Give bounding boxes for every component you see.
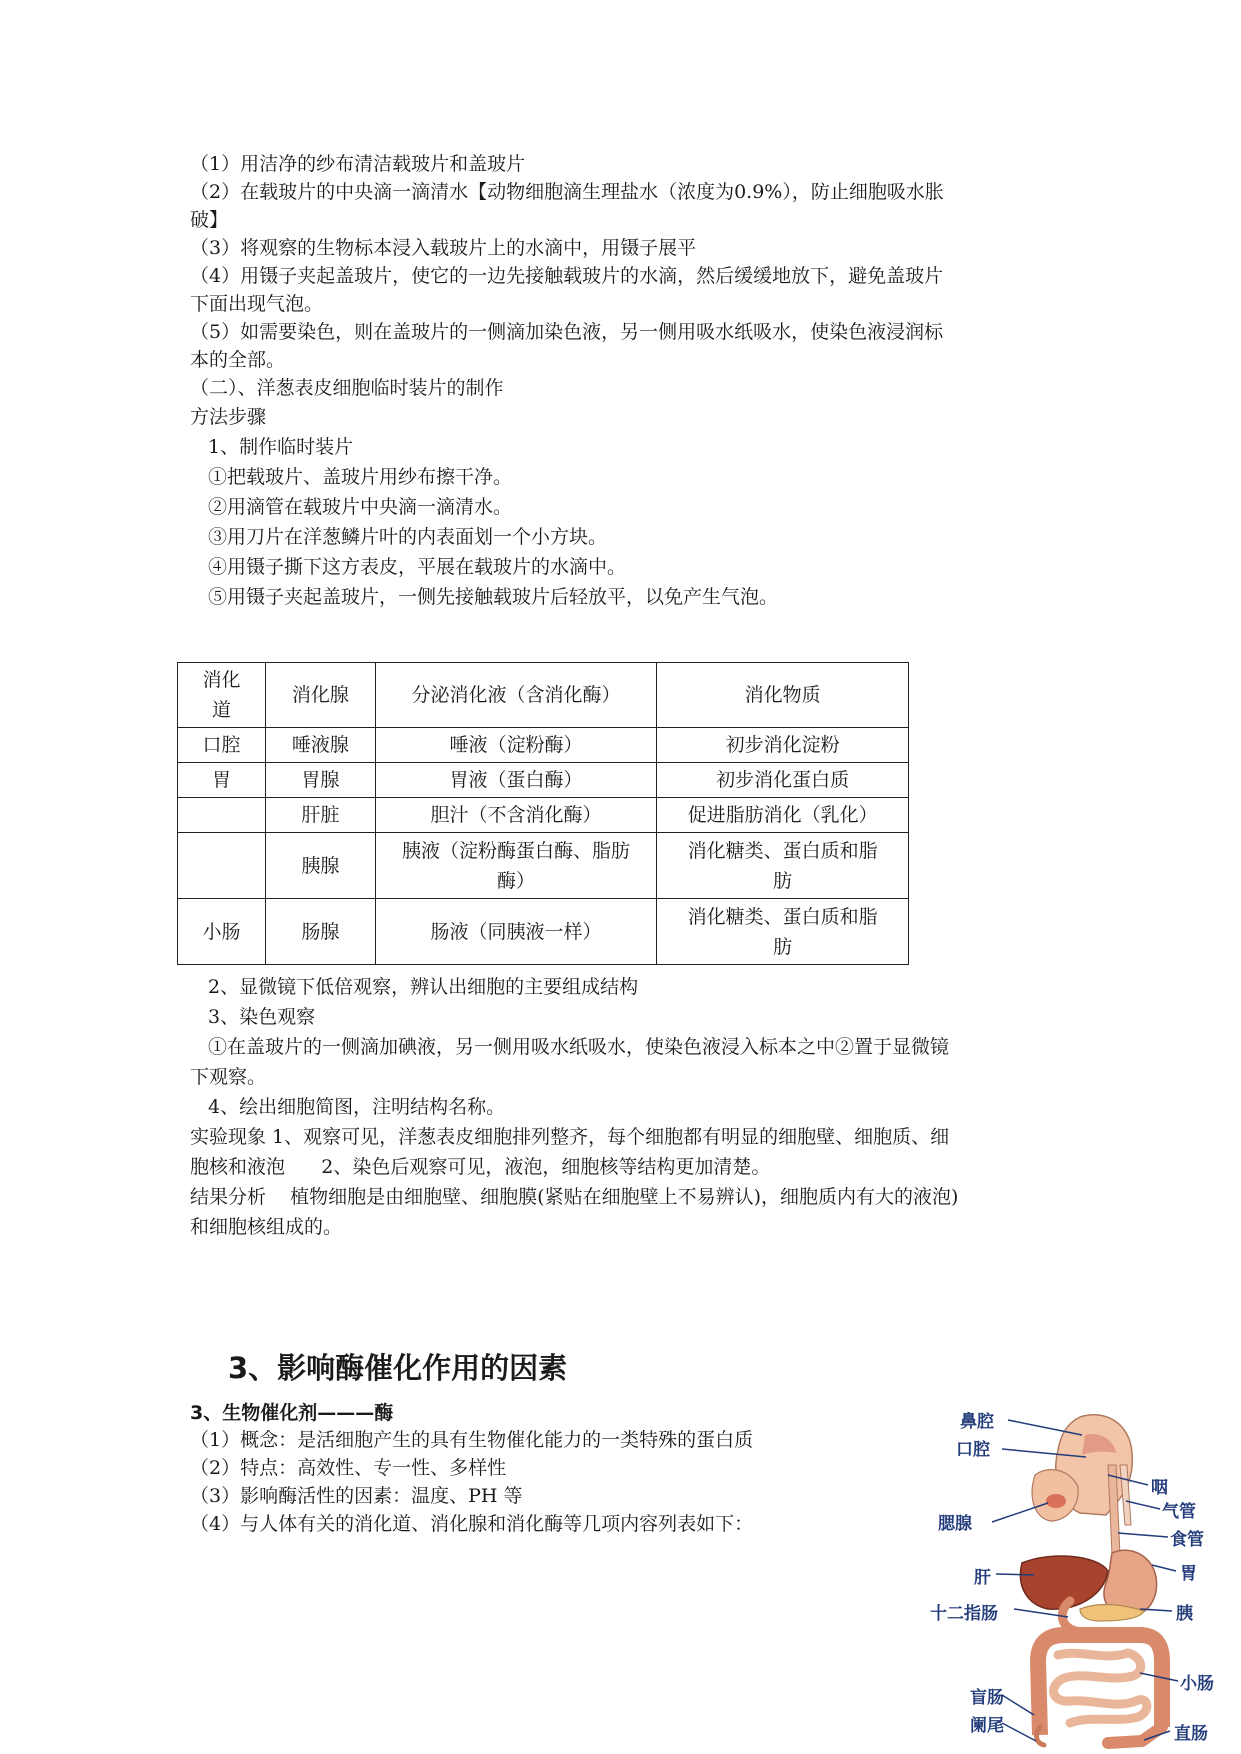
observation-line: 2、显微镜下低倍观察，辨认出细胞的主要组成结构 xyxy=(208,976,639,998)
observation-steps xyxy=(190,972,1070,1242)
intro-line: 本的全部。 xyxy=(190,349,286,371)
method-step: 1、制作临时装片 xyxy=(208,436,354,458)
table-cell: 口腔 xyxy=(178,728,266,763)
section-title: 3、影响酶催化作用的因素 xyxy=(228,1351,568,1385)
enzyme-point: （3）影响酶活性的因素：温度、PH 等 xyxy=(190,1485,523,1507)
table-header-cell: 消化物质 xyxy=(657,663,909,728)
label-mouth: 口腔 xyxy=(956,1440,990,1460)
table-cell xyxy=(178,833,266,899)
intro-line: （1）用洁净的纱布清洁载玻片和盖玻片 xyxy=(190,153,526,175)
label-cecum: 盲肠 xyxy=(970,1688,1004,1708)
enzyme-point: （1）概念：是活细胞产生的具有生物催化能力的一类特殊的蛋白质 xyxy=(190,1429,754,1451)
table-cell: 唾液腺 xyxy=(265,728,375,763)
observation-line: 结果分析 植物细胞是由细胞壁、细胞膜(紧贴在细胞壁上不易辨认)，细胞质内有大的液泡) xyxy=(190,1186,959,1208)
table-cell: 初步消化淀粉 xyxy=(657,728,909,763)
method-step: ③用刀片在洋葱鳞片叶的内表面划一个小方块。 xyxy=(208,526,608,548)
method-step: ④用镊子撕下这方表皮，平展在载玻片的水滴中。 xyxy=(208,556,627,578)
table-cell: 小肠 xyxy=(178,899,266,965)
observation-line: 和细胞核组成的。 xyxy=(190,1216,343,1238)
label-stomach: 胃 xyxy=(1180,1564,1197,1584)
table-row xyxy=(178,798,909,833)
table-cell: 胃 xyxy=(178,763,266,798)
table-row xyxy=(178,833,909,899)
table-cell: 初步消化蛋白质 xyxy=(657,763,909,798)
table-header-cell: 消化腺 xyxy=(265,663,375,728)
table-header-row xyxy=(178,663,909,728)
method-label: 方法步骤 xyxy=(190,406,267,428)
enzyme-point: （2）特点：高效性、专一性、多样性 xyxy=(190,1457,507,1479)
table-cell: 肝脏 xyxy=(265,798,375,833)
table-cell: 唾液（淀粉酶） xyxy=(375,728,657,763)
table-row xyxy=(178,763,909,798)
label-duodenum: 十二指肠 xyxy=(930,1604,998,1624)
label-trachea: 气管 xyxy=(1162,1502,1196,1522)
enzyme-point: （4）与人体有关的消化道、消化腺和消化酶等几项内容列表如下： xyxy=(190,1513,754,1535)
label-liver: 肝 xyxy=(974,1568,991,1588)
table-cell: 胆汁（不含消化酶） xyxy=(375,798,657,833)
table-row xyxy=(178,728,909,763)
onion-section-heading: （二）、洋葱表皮细胞临时装片的制作 xyxy=(190,377,504,399)
enzyme-points xyxy=(190,1426,890,1538)
intro-line: （3）将观察的生物标本浸入载玻片上的水滴中，用镊子展平 xyxy=(190,237,697,259)
observation-line: 胞核和液泡 2、染色后观察可见，液泡，细胞核等结构更加清楚。 xyxy=(190,1156,771,1178)
observation-line: 下观察。 xyxy=(190,1066,267,1088)
digestion-table xyxy=(177,662,909,965)
table-cell: 消化糖类、蛋白质和脂 肪 xyxy=(657,899,909,965)
table-cell: 胰液（淀粉酶蛋白酶、脂肪 酶） xyxy=(375,833,657,899)
label-small-intestine: 小肠 xyxy=(1180,1674,1214,1694)
method-step: ①把载玻片、盖玻片用纱布擦干净。 xyxy=(208,466,513,488)
table-header-cell: 分泌消化液（含消化酶） xyxy=(375,663,657,728)
observation-line: 实验现象 1、观察可见，洋葱表皮细胞排列整齐，每个细胞都有明显的细胞壁、细胞质、细 xyxy=(190,1126,950,1148)
table-cell: 肠腺 xyxy=(265,899,375,965)
intro-steps xyxy=(190,150,1070,612)
observation-line: 3、染色观察 xyxy=(208,1006,316,1028)
label-salivary: 腮腺 xyxy=(938,1514,972,1534)
label-nasal: 鼻腔 xyxy=(960,1412,994,1432)
table-header-cell: 消化 道 xyxy=(178,663,266,728)
method-step: ⑤用镊子夹起盖玻片，一侧先接触载玻片后轻放平，以免产生气泡。 xyxy=(208,586,779,608)
observation-line: ①在盖玻片的一侧滴加碘液，另一侧用吸水纸吸水，使染色液浸入标本之中②置于显微镜 xyxy=(208,1036,950,1058)
intro-line: （4）用镊子夹起盖玻片，使它的一边先接触载玻片的水滴，然后缓缓地放下，避免盖玻片 xyxy=(190,265,944,287)
table-cell: 消化糖类、蛋白质和脂 肪 xyxy=(657,833,909,899)
label-pancreas: 胰 xyxy=(1176,1604,1193,1624)
intro-line: 下面出现气泡。 xyxy=(190,293,324,315)
method-step: ②用滴管在载玻片中央滴一滴清水。 xyxy=(208,496,513,518)
subsection-title: 3、生物催化剂———酶 xyxy=(190,1402,394,1424)
table-cell: 胰腺 xyxy=(265,833,375,899)
intro-line: （5）如需要染色，则在盖玻片的一侧滴加染色液，另一侧用吸水纸吸水，使染色液浸润标 xyxy=(190,321,944,343)
label-esophagus: 食管 xyxy=(1170,1530,1204,1550)
label-appendix: 阑尾 xyxy=(970,1716,1004,1736)
table-cell: 胃液（蛋白酶） xyxy=(375,763,657,798)
digestive-system-figure xyxy=(930,1405,1230,1750)
table-cell xyxy=(178,798,266,833)
table-cell: 肠液（同胰液一样） xyxy=(375,899,657,965)
observation-line: 4、绘出细胞简图，注明结构名称。 xyxy=(208,1096,506,1118)
label-rectum: 直肠 xyxy=(1174,1724,1208,1744)
table-row xyxy=(178,899,909,965)
intro-line: （2）在载玻片的中央滴一滴清水【动物细胞滴生理盐水（浓度为0.9%），防止细胞吸水胀 xyxy=(190,181,944,203)
intro-line: 破】 xyxy=(190,209,229,231)
table-cell: 促进脂肪消化（乳化） xyxy=(657,798,909,833)
table-cell: 胃腺 xyxy=(265,763,375,798)
label-pharynx: 咽 xyxy=(1151,1478,1168,1498)
